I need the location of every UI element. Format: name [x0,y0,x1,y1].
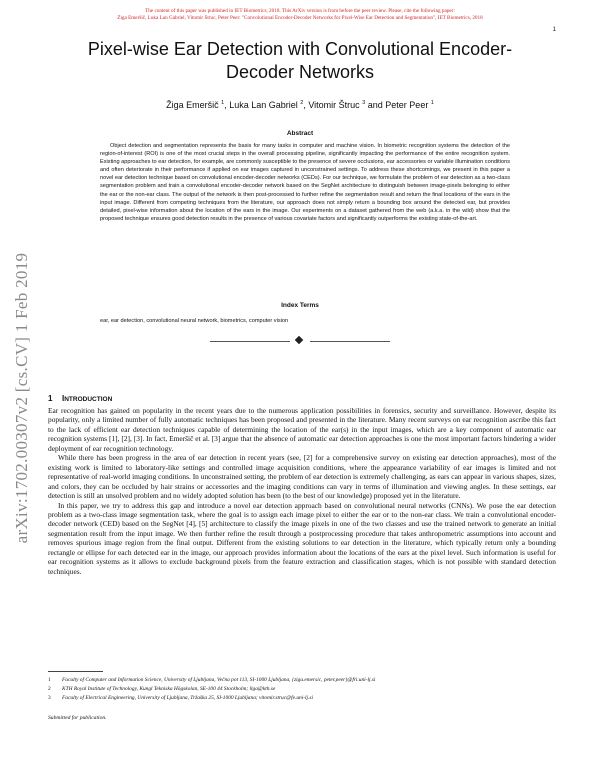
citation-notice-line-1: The content of this paper was published in IET Biometrics, 2018. This ArXiv version is from before the peer review. Please, cite the following paper: [145,8,455,14]
affiliation-mark: 2 [300,100,304,106]
author-list [60,100,540,110]
affiliation-mark: 3 [362,100,366,106]
body-paragraph: Ear recognition has gained on popularity in the recent years due to the numerous application possibilities in forensics, security and surveillance. However, despite its popularity, only a limited number of fully automatic techniques has been proposed and presented in the literature. Many recent surveys on ear recognition ascribe this fact to the lack of efficient ear detection techniques capable of determining the location of the ear(s) in the input images, which are a key component of automatic ear recognition systems [1], [2], [3]. In fact, Emeršič et al. [3] argue that the absence of automatic ear detection approaches is one the most important factors hindering a wider deployment of ear recognition technology. [48,406,556,453]
affiliation-mark: 1 [221,100,225,106]
arxiv-stamp: arXiv:1702.00307v2 [cs.CV] 1 Feb 2019 [12,252,31,544]
footnote-mark: 1 [48,677,51,683]
section-number: 1 [48,394,53,403]
affiliation-mark: 1 [430,100,434,106]
author-separator: , [303,100,309,110]
author-name: Luka Lan Gabriel [229,100,298,110]
divider-line-right [310,341,390,342]
footnote-mark: 3 [48,695,51,701]
footnote-mark: 2 [48,686,51,692]
author-separator: , [224,100,230,110]
author-name: Vitomir Štruc [308,100,360,110]
footnote-rule [48,671,103,672]
abstract-heading: Abstract [286,130,314,137]
paper-title: Pixel-wise Ear Detection with Convolutional Encoder-Decoder Networks [87,39,513,82]
body-paragraph: In this paper, we try to address this gap and introduce a novel ear detection approach based on convolutional neural networks (CNNs). We pose the ear detection problem as a two-class image segmentation task, where the goal is to assign each image pixel to either the ear or to the non-ear class. We train a convolutional encoder-decoder network (CED) based on the SegNet [4], [5] architecture to classify the image pixels in one of the two classes and use the trained network to generate an initial segmentation result from the input image. We then further refine the result through a postprocessing procedure that takes anthropometric assumptions into account and removes spurious image region from the final output. Different from the existing solutions to ear detection in the literature, which typically return only a bounding rectangle or ellipse for each detected ear in the image, our approach provides information about the locations of the ears at the pixel level. Such information is useful for ear recognition systems as it allows to exclude background pixels from the feature extraction and classification stages, which is not possible with standard detection techniques. [48,500,556,576]
body-paragraph: While there has been progress in the area of ear detection in recent years (see, [2] for a comprehensive survey on existing ear detection approaches), most of the existing work is limited to laboratory-like settings and controlled image acquisition conditions, where the appearance variability of ear images is limited and not representative of real-world imaging conditions. In unconstrained setting, the problem of ear detection is extremely challenging, as ears can appear in various shapes, sizes, and colors, they can be occluded by hair strains or accessories and the imaging conditions can vary in terms of illumination and viewing angles. In these settings, ear detection is still an unsolved problem and no widely adopted solution has been (to the best of our knowledge) proposed yet in the literature. [48,453,556,501]
footnote [48,676,556,685]
footnote [48,685,556,694]
diamond-icon [295,336,303,344]
author-name: Peter Peer [385,100,429,110]
footnote-text: KTH Royal Institute of Technology, Kungl Tekniska Högskolan, SE-100 44 Stockholm; llga@kth.se [62,686,276,692]
section-title-rest: NTRODUCTION [64,396,113,403]
section-heading [48,394,112,403]
footnotes [48,676,556,703]
section-divider [210,337,390,347]
page-number: 1 [552,27,556,33]
abstract-text: Object detection and segmentation represents the basis for many tasks in computer and machine vision. In biometric recognition systems the detection of the region-of-interest (ROI) is one of the most crucial steps in the overall processing pipeline, significantly impacting the performance of the entire recognition system. Existing approaches to ear detection, for example, are commonly susceptible to the presence of severe occlusions, ear accessories or variable illumination conditions and often deteriorate in their performance if applied on ear images captured in unconstrained settings. To address these shortcomings, we present in this paper a novel ear detection technique based on convolutional encoder-decoder networks (CEDs). For our technique, we formulate the problem of ear detection as a two-class segmentation problem and train a convolutional encoder-decoder network based on the SegNet architecture to distinguish between image-pixels belonging to either the ear or the non-ear class. The output of the network is then post-processed to further refine the segmentation result and return the final locations of the ears in the input image. Different from competing techniques from the literature, our approach does not simply return a bounding box around the detected ear, but provides detailed, pixel-wise information about the location of the ears in the image. Our experiments on a dataset gathered from the web (a.k.a. in the wild) show that the proposed technique ensures good detection results in the presence of various covariate factors and significantly outperforms the existing state-of-the-art. [100,143,510,222]
footnote-text: Faculty of Electrical Engineering, University of Ljubljana, Tržaška 25, SI-1000 Ljubljana; vitomir.struc@fe.uni-lj.si [62,695,313,701]
citation-notice-line-2: Žiga Emeršič, Luka Lan Gabriel, Vitomir Štruc, Peter Peer: "Convolutional Encoder-Decoder Networks for Pixel-Wise Ear Detection and Segmentation", IET Biometrics, 2018 [117,15,483,21]
section-body [48,406,556,576]
author-conjunction: and [365,100,386,110]
divider-line-left [210,341,290,342]
index-terms-text: ear, ear detection, convolutional neural network, biometrics, computer vision [100,318,289,324]
author-name: Žiga Emeršič [166,100,219,110]
footnote-text: Faculty of Computer and Information Science, University of Ljubljana, Večna pot 113, SI-1000 Ljubljana, {ziga.emersic, peter.peer}@fri.uni-lj.si [62,677,376,683]
citation-notice [40,8,560,22]
footnote [48,694,556,703]
section-title-initial: I [62,394,65,403]
index-terms-heading: Index Terms [281,302,319,309]
submission-note: Submitted for publication. [48,715,107,721]
